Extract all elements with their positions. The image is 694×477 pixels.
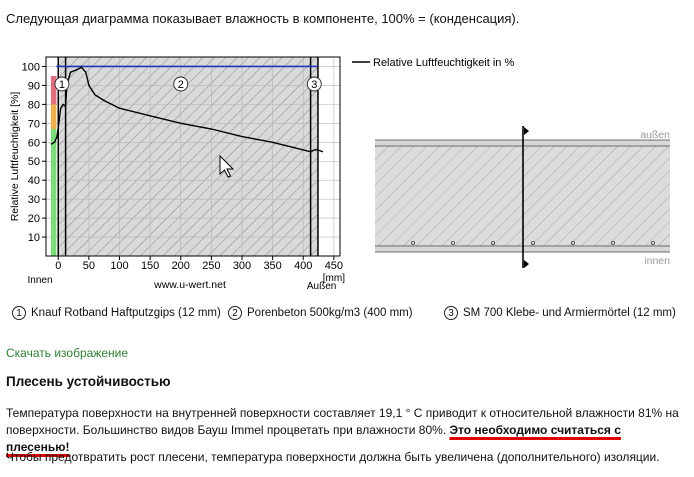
inside-side-label: innen [644,255,670,267]
mold-warning: Это необходимо считаться с плесенью! [6,423,621,454]
intro-text: Следующая диаграмма показывает влажность в компоненте, 100% = (конденсация). [6,11,520,26]
mold-paragraph-text: Температура поверхности на внутренней поверхности составляет 19,1 ° C приводит к относительной влажности 81% на поверхности. Большинство видов Бауш Immel процветать при влажности 80%. [6,406,679,437]
legend-label: Relative Luftfeuchtigkeit in % [373,57,515,69]
outside-label: Außen [306,281,337,292]
y-tick-label: 90 [27,80,40,93]
humidity-band-green [51,129,57,256]
x-tick-label: 50 [82,260,95,272]
layer-number-label: 2 [177,79,184,91]
layer-legend-label: Knauf Rotband Haftputzgips (12 mm) [31,307,221,319]
humidity-figure [0,40,694,302]
x-tick-label: 450 [324,260,344,272]
layer-legend [0,306,694,324]
prevention-paragraph: Чтобы предотвратить рост плесени, температура поверхности должна быть увеличена (дополнительного) изоляции. [6,450,660,464]
layer-legend-label: SM 700 Klebe- und Armiermörtel (12 mm) [463,307,676,319]
section-title: Плесень устойчивостью [6,374,171,389]
x-tick-label: 300 [232,260,252,272]
x-tick-label: 0 [55,260,62,272]
humidity-band-orange [51,104,57,129]
component-hatch [58,57,318,256]
y-axis-label: Relative Luftfeuchtigkeit [%] [9,91,21,222]
y-tick-label: 30 [27,194,40,207]
watermark: www.u-wert.net [154,279,226,291]
layer-number-label: 3 [311,79,318,91]
y-tick-label: 20 [27,213,40,226]
section-arrow-icon [524,260,529,268]
outside-side-label: außen [640,129,670,141]
y-tick-label: 100 [21,61,40,74]
layer-number: 3 [444,306,458,320]
y-tick-label: 60 [27,137,40,150]
inside-label: Innen [27,275,53,286]
y-tick-label: 80 [27,99,40,112]
x-tick-label: 200 [171,260,190,272]
x-tick-label: 250 [202,260,221,272]
layer-number: 1 [12,306,26,320]
x-tick-label: 350 [263,260,282,272]
mold-paragraph [6,405,686,456]
download-image-link[interactable]: Скачать изображение [6,346,129,360]
layer-legend-label: Porenbeton 500kg/m3 (400 mm) [247,307,413,319]
y-tick-label: 40 [27,175,40,188]
x-axis-unit: [mm] [322,273,345,284]
y-tick-label: 70 [27,118,40,131]
layer-number: 2 [228,306,242,320]
layer-legend-item [444,306,676,320]
y-tick-label: 50 [27,156,40,169]
layer-legend-item [12,306,221,320]
x-tick-label: 400 [294,260,313,272]
layer-legend-item [228,306,413,320]
x-tick-label: 150 [140,260,160,272]
layer-number-label: 1 [58,79,65,91]
y-tick-label: 10 [27,232,40,245]
x-tick-label: 100 [110,260,129,272]
section-arrow-icon [524,127,529,135]
